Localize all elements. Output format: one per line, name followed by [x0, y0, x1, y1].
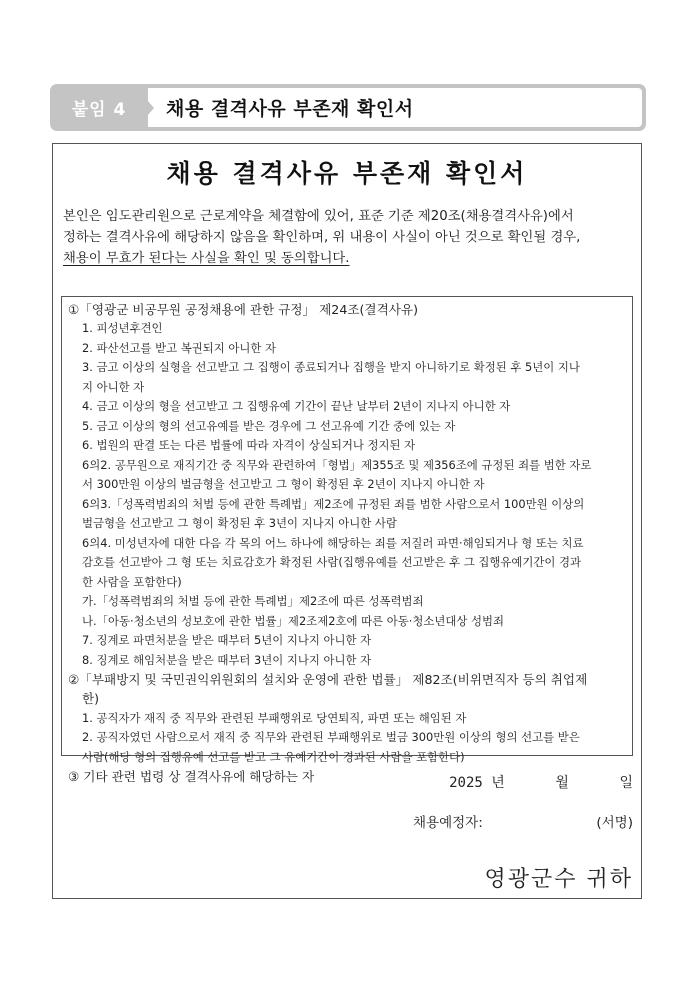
signature-label: 채용예정자:: [413, 815, 483, 831]
date-day-unit: 일: [619, 775, 633, 791]
list-item-continuation: 서 300만원 이상의 벌금형을 선고받고 그 형이 확정된 후 2년이 지나지 아니한 자: [82, 477, 485, 491]
section-heading-1: ①「영광군 비공무원 공정채용에 관한 규정」 제24조(결격사유): [68, 302, 418, 317]
intro-line: 정하는 결격사유에 해당하지 않음을 확인하며, 위 내용이 사실이 아닌 것으로 확인될 경우,: [63, 230, 581, 245]
intro-line: 본인은 임도관리원으로 근로계약을 체결함에 있어, 표준 기준 제20조(채용결격사유)에서: [63, 209, 574, 224]
addressee: 영광군수 귀하: [484, 867, 633, 892]
list-item: 2. 파산선고를 받고 복권되지 아니한 자: [82, 340, 277, 355]
intro-line-underlined: 채용이 무효가 된다는 사실을 확인 및 동의합니다.: [63, 251, 350, 266]
attachment-title: 채용 결격사유 부존재 확인서: [166, 98, 414, 120]
attachment-header: [50, 84, 646, 131]
list-item: 5. 금고 이상의 형의 선고유예를 받은 경우에 그 선고유예 기간 중에 있는 자: [82, 418, 456, 433]
list-item: 3. 금고 이상의 실형을 선고받고 그 집행이 종료되거나 집행을 받지 아니하기로 확정된 후 5년이 지나: [82, 360, 580, 374]
list-item-continuation: 사람(해당 형의 집행유예 선고를 받고 그 유예기간이 경과된 사람을 포함한다): [82, 749, 465, 764]
list-item: 1. 공직자가 재직 중 직무와 관련된 부패행위로 당연퇴직, 파면 또는 해임된 자: [82, 710, 467, 725]
section-heading-2-continuation: 한): [82, 691, 100, 706]
document-title: 채용 결격사유 부존재 확인서: [166, 159, 528, 188]
intro-paragraph: [63, 206, 633, 269]
list-item: 4. 금고 이상의 형을 선고받고 그 집행유예 기간이 끝난 날부터 2년이 지나지 아니한 자: [82, 399, 511, 413]
attachment-label: 붙임 4: [71, 100, 127, 120]
list-item: 6. 법원의 판결 또는 다른 법률에 따라 자격이 상실되거나 정지된 자: [82, 438, 416, 452]
chevron-right-icon: [147, 100, 154, 116]
list-item: 1. 피성년후견인: [82, 321, 163, 335]
list-item: 6의4. 미성년자에 대한 다음 각 목의 어느 하나에 해당하는 죄를 저질러 파면·해임되거나 형 또는 치료: [82, 535, 584, 550]
date-year: 2025: [449, 775, 483, 791]
list-item-continuation: 지 아니한 자: [82, 379, 145, 394]
attachment-title-panel: [148, 88, 642, 127]
list-item: 6의2. 공무원으로 재직기간 중 직무와 관련하여「형법」제355조 및 제356조에 규정된 죄를 범한 자로: [82, 457, 592, 472]
list-item: 나.「아동·청소년의 성보호에 관한 법률」제2조제2호에 따른 아동·청소년대상 성범죄: [82, 613, 504, 628]
list-item-continuation: 벌금형을 선고받고 그 형이 확정된 후 3년이 지나지 아니한 사람: [82, 516, 397, 530]
list-item: 7. 징계로 파면처분을 받은 때부터 5년이 지나지 아니한 자: [82, 633, 372, 647]
list-item: 가.「성폭력범죄의 처벌 등에 관한 특례법」제2조에 따른 성폭력범죄: [82, 594, 424, 608]
document-body: [52, 143, 642, 899]
date-line: [449, 772, 633, 792]
date-month-unit: 월: [555, 775, 569, 791]
list-item: 6의3.「성폭력범죄의 처벌 등에 관한 특례법」제2조에 규정된 죄를 범한 사람으로서 100만원 이상의: [82, 496, 585, 511]
signature-line: [413, 811, 633, 831]
signature-hint: (서명): [596, 815, 633, 831]
list-item: 8. 징계로 해임처분을 받은 때부터 3년이 지나지 아니한 자: [82, 652, 372, 667]
list-item-continuation: 한 사람을 포함한다): [82, 574, 182, 589]
section-heading-3: ③ 기타 관련 법령 상 결격사유에 해당하는 자: [68, 769, 315, 784]
list-item: 2. 공직자였던 사람으로서 재직 중 직무와 관련된 부패행위로 벌금 300만원 이상의 형의 선고를 받은: [82, 730, 580, 744]
date-year-unit: 년: [491, 775, 505, 791]
list-item-continuation: 감호를 선고받아 그 형 또는 치료감호가 확정된 사람(집행유예를 선고받은 후 그 집행유예기간이 경과: [82, 555, 582, 569]
section-heading-2: ②「부패방지 및 국민권익위원회의 설치와 운영에 관한 법률」 제82조(비위면직자 등의 취업제: [68, 672, 588, 687]
